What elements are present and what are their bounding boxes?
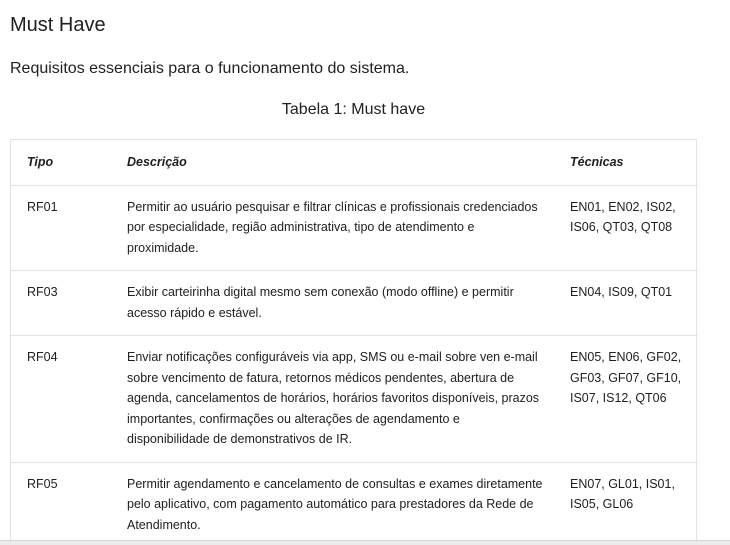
header-descricao: Descrição <box>127 155 187 169</box>
cell-descricao: Permitir agendamento e cancelamento de consultas e exames diretamente pelo aplicativo, com pagamento automático para prestadores da Rede de Atendimento. <box>111 462 554 545</box>
section-title: Must Have <box>10 14 106 36</box>
requirements-table <box>10 139 697 545</box>
table-header-row <box>11 140 698 185</box>
table-caption: Tabela 1: Must have <box>281 101 426 118</box>
horizontal-scrollbar[interactable] <box>0 540 730 545</box>
table-row <box>11 271 698 336</box>
header-tipo: Tipo <box>27 155 54 169</box>
cell-descricao: Permitir ao usuário pesquisar e filtrar clínicas e profissionais credenciados por especialidade, região administrativa, tipo de atendimento e proximidade. <box>111 185 554 271</box>
cell-tecnicas: EN04, IS09, QT01 <box>554 271 698 336</box>
cell-tipo: RF03 <box>11 271 111 336</box>
cell-descricao: Exibir carteirinha digital mesmo sem conexão (modo offline) e permitir acesso rápido e estável. <box>111 271 554 336</box>
table-row <box>11 185 698 271</box>
header-tecnicas: Técnicas <box>570 155 624 169</box>
table-row <box>11 462 698 545</box>
section-intro: Requisitos essenciais para o funcionamento do sistema. <box>10 60 410 77</box>
cell-tecnicas: EN07, GL01, IS01, IS05, GL06 <box>554 462 698 545</box>
cell-tipo: RF04 <box>11 336 111 463</box>
cell-tipo: RF05 <box>11 462 111 545</box>
cell-tecnicas: EN01, EN02, IS02, IS06, QT03, QT08 <box>554 185 698 271</box>
cell-tipo: RF01 <box>11 185 111 271</box>
cell-tecnicas: EN05, EN06, GF02, GF03, GF07, GF10, IS07, IS12, QT06 <box>554 336 698 463</box>
table-row <box>11 336 698 463</box>
cell-descricao: Enviar notificações configuráveis via app, SMS ou e-mail sobre ven e-mail sobre vencimento de fatura, retornos médicos pendentes, abertura de agenda, cancelamentos de horários, horários favoritos disponíveis, prazos importantes, confirmações ou alterações de agendamento e disponibilidade de demonstrativos de IR. <box>111 336 554 463</box>
